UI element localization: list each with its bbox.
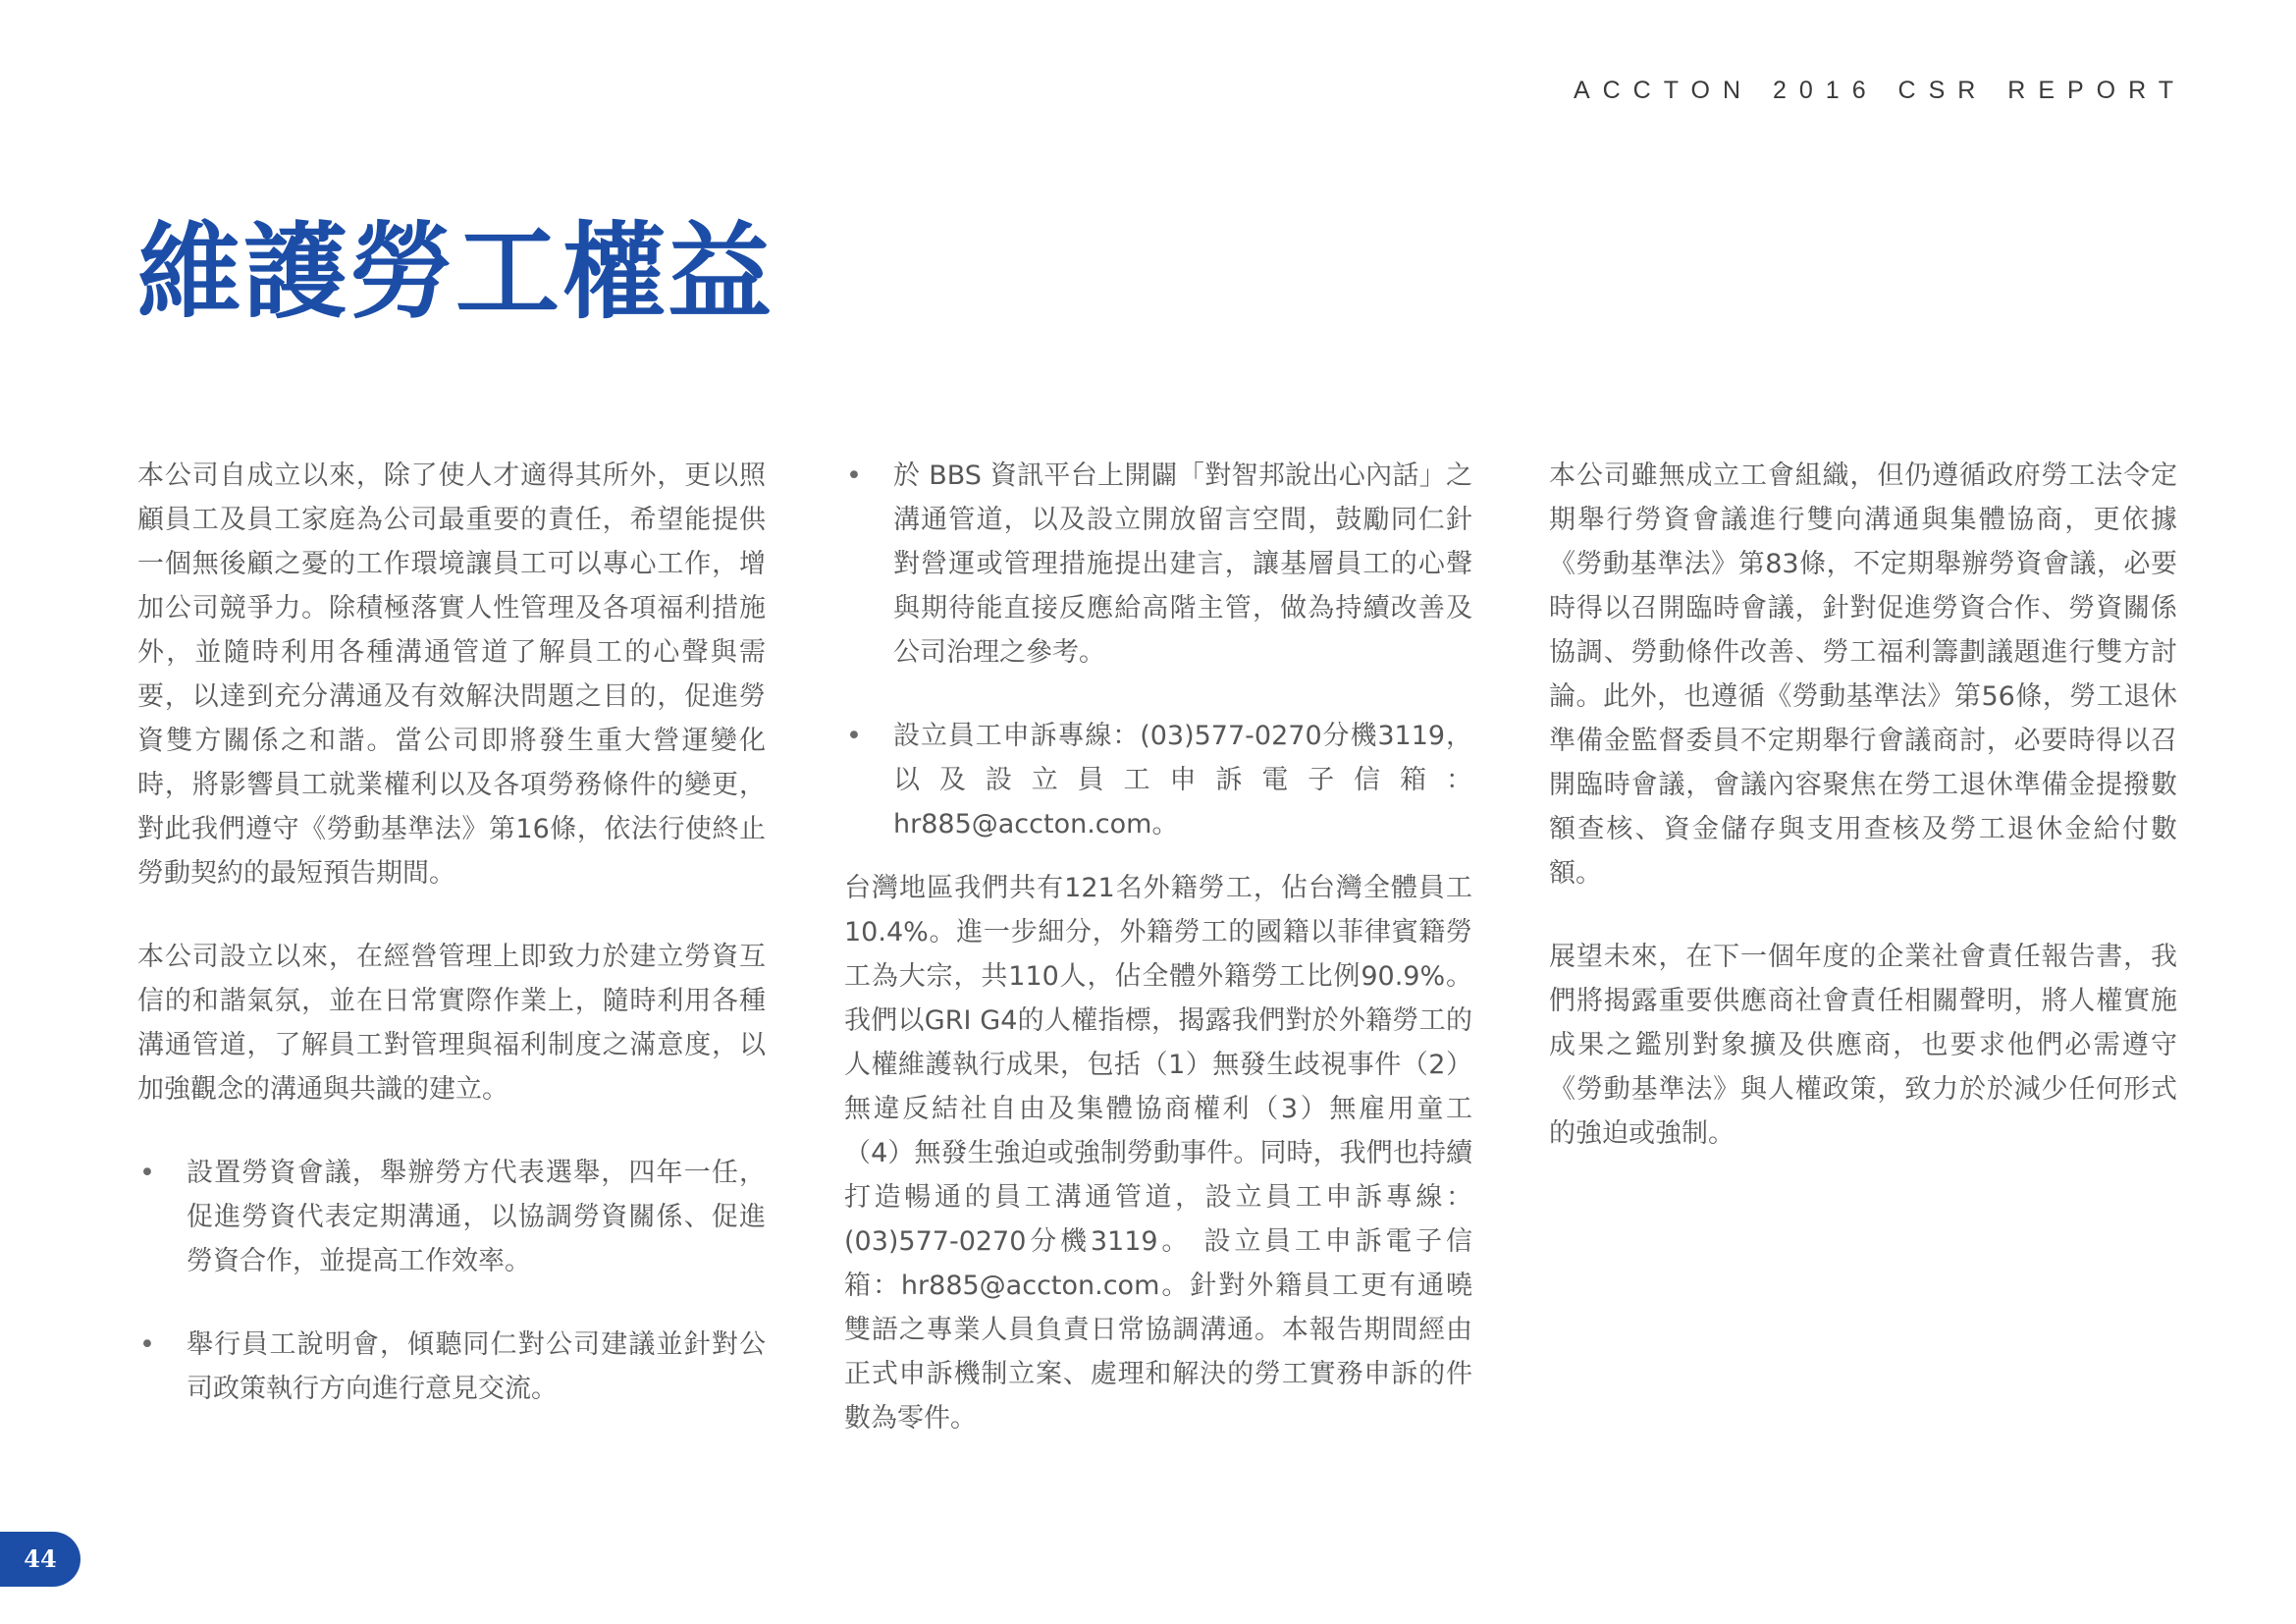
bullet-grievance-hotline: • 設立員工申訴專線：(03)577-0270分機3119，以及設立員工申訴電子信箱：hr885@accton.com。: [844, 714, 1472, 846]
report-header: ACCTON 2016 CSR REPORT: [1573, 77, 2186, 104]
bullet-bbs-platform: • 於 BBS 資訊平台上開闢「對智邦說出心內話」之溝通管道，以及設立開放留言空間，鼓勵同仁針對營運或管理措施提出建言，讓基層員工的心聲與期待能直接反應給高階主管，做為持續改善及公司治理之參考。: [844, 454, 1472, 675]
paragraph-labor-trust: 本公司設立以來，在經營管理上即致力於建立勞資互信的和諧氣氛，並在日常實際作業上，隨時利用各種溝通管道，了解員工對管理與福利制度之滿意度，以加強觀念的溝通與共識的建立。: [137, 942, 766, 1105]
paragraph-company-commitment: 本公司自成立以來，除了使人才適得其所外，更以照顧員工及員工家庭為公司最重要的責任，希望能提供一個無後顧之憂的工作環境讓員工可以專心工作，增加公司競爭力。除積極落實人性管理及各項福利措施外，並隨時利用各種溝通管道了解員工的心聲與需要，以達到充分溝通及有效解決問題之目的，促進勞資雙方關係之和諧。當公司即將發生重大營運變化時，將影響員工就業權利以及各項勞務條件的變更，對此我們遵守《勞動基準法》第16條，依法行使終止勞動契約的最短預告期間。: [137, 460, 766, 889]
text-column-3: [1549, 454, 2177, 1195]
page-title: 維護勞工權益: [137, 212, 774, 333]
text-column-2: [844, 454, 1472, 1480]
paragraph-foreign-workers: 台灣地區我們共有121名外籍勞工，佔台灣全體員工10.4%。進一步細分，外籍勞工的國籍以菲律賓籍勞工為大宗，共110人，佔全體外籍勞工比例90.9%。我們以GRI G4的人權指標，揭露我們對於外籍勞工的人權維護執行成果，包括（1）無發生歧視事件（2）無違反結社自由及集體協商權利（3）無雇用童工（4）無發生強迫或強制勞動事件。同時，我們也持續打造暢通的員工溝通管道，設立員工申訴專線：(03)577-0270分機3119。 設立員工申訴電子信箱：hr885@accton.com。針對外籍員工更有通曉雙語之專業人員負責日常協調溝通。本報告期間經由正式申訴機制立案、處理和解決的勞工實務申訴的件數為零件。: [844, 873, 1472, 1434]
bullet-list-communication: [137, 1151, 766, 1411]
text-column-1: [137, 454, 766, 1450]
bullet-labor-meeting: • 設置勞資會議，舉辦勞方代表選舉，四年一任，促進勞資代表定期溝通，以協調勞資關係、促進勞資合作，並提高工作效率。: [137, 1151, 766, 1283]
bullet-list-channels: [844, 454, 1472, 846]
bullet-employee-briefing: • 舉行員工說明會，傾聽同仁對公司建議並針對公司政策執行方向進行意見交流。: [137, 1323, 766, 1411]
paragraph-labor-meetings: 本公司雖無成立工會組織，但仍遵循政府勞工法令定期舉行勞資會議進行雙向溝通與集體協商，更依據《勞動基準法》第83條，不定期舉辦勞資會議，必要時得以召開臨時會議，針對促進勞資合作、勞資關係協調、勞動條件改善、勞工福利籌劃議題進行雙方討論。此外，也遵循《勞動基準法》第56條，勞工退休準備金監督委員不定期舉行會議商討，必要時得以召開臨時會議，會議內容聚焦在勞工退休準備金提撥數額查核、資金儲存與支用查核及勞工退休金給付數額。: [1549, 460, 2177, 889]
paragraph-future-outlook: 展望未來，在下一個年度的企業社會責任報告書，我們將揭露重要供應商社會責任相關聲明，將人權實施成果之鑑別對象擴及供應商，也要求他們必需遵守《勞動基準法》與人權政策，致力於於減少任何形式的強迫或強制。: [1549, 942, 2177, 1149]
page-number-badge: 44: [0, 1532, 80, 1587]
